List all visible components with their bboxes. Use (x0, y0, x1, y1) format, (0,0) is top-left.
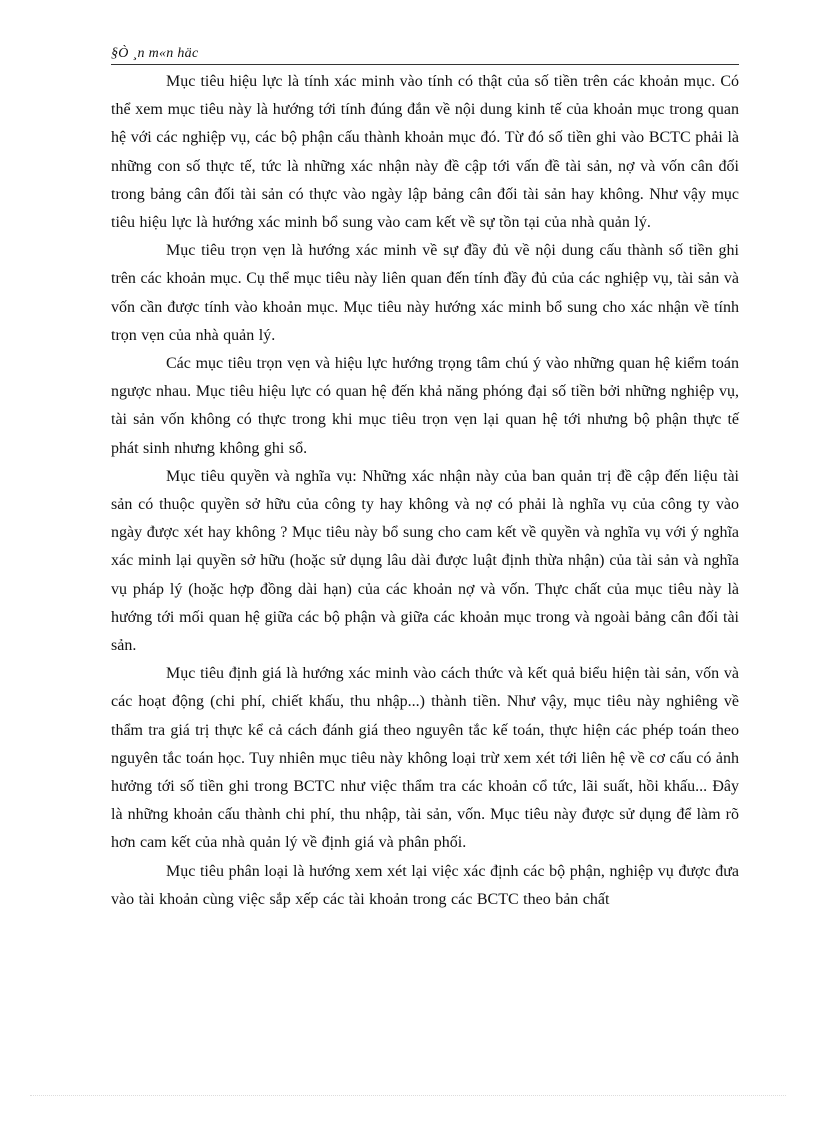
paragraph-completeness: Mục tiêu trọn vẹn là hướng xác minh về sự đầy đủ về nội dung cấu thành số tiền ghi trên các khoản mục. Cụ thể mục tiêu này liên quan đến tính đầy đủ của các nghiệp vụ, tài sản và vốn cần được tính vào khoản mục. Mục tiêu này hướng xác minh bổ sung cho xác nhận về tính trọn vẹn của nhà quản lý. (111, 242, 739, 344)
paragraph-valuation: Mục tiêu định giá là hướng xác minh vào cách thức và kết quả biểu hiện tài sản, vốn và các hoạt động (chi phí, chiết khấu, thu nhập...) thành tiền. Như vậy, mục tiêu này nghiêng về thẩm tra giá trị thực kể cả cách đánh giá theo nguyên tắc kế toán, thực hiện các phép toán theo nguyên tắc toán học. Tuy nhiên mục tiêu này không loại trừ xem xét tới liên hệ về cơ cấu có ảnh hưởng tới số tiền ghi trong BCTC như việc thẩm tra các khoản cổ tức, lãi suất, hồi khấu... Đây là những khoản cấu thành chi phí, thu nhập, tài sản, vốn. Mục tiêu này được sử dụng để làm rõ hơn cam kết của nhà quản lý về định giá và phân phối. (111, 665, 739, 852)
paragraph-comparison: Các mục tiêu trọn vẹn và hiệu lực hướng trọng tâm chú ý vào những quan hệ kiểm toán ngược nhau. Mục tiêu hiệu lực có quan hệ đến khả năng phóng đại số tiền bởi những nghiệp vụ, tài sản vốn không có thực trong khi mục tiêu trọn vẹn lại quan hệ tới nhưng bộ phận thực tế phát sinh nhưng không ghi sổ. (111, 355, 739, 457)
page-header (111, 44, 739, 65)
document-body (111, 68, 739, 914)
page-bottom-divider (30, 1095, 786, 1096)
paragraph-classification: Mục tiêu phân loại là hướng xem xét lại việc xác định các bộ phận, nghiệp vụ được đưa vào tài khoản cùng việc sắp xếp các tài khoản trong các BCTC theo bản chất (111, 862, 739, 908)
header-title: §Ò ¸n m«n häc (111, 46, 199, 61)
paragraph-validity: Mục tiêu hiệu lực là tính xác minh vào tính có thật của số tiền trên các khoản mục. Có thể xem mục tiêu này là hướng tới tính đúng đắn về nội dung kinh tế của khoản mục trong quan hệ với các nghiệp vụ, các bộ phận cấu thành khoản mục đó. Từ đó số tiền ghi vào BCTC phải là những con số thực tế, tức là những xác nhận này đề cập tới vấn đề tài sản, nợ và vốn cân đối trong bảng cân đối tài sản có thực vào ngày lập bảng cân đối tài sản hay không. Như vậy mục tiêu hiệu lực là hướng xác minh bổ sung vào cam kết về sự tồn tại của nhà quản lý. (111, 73, 739, 232)
paragraph-rights-obligations: Mục tiêu quyền và nghĩa vụ: Những xác nhận này của ban quản trị đề cập đến liệu tài sản có thuộc quyền sở hữu của công ty hay không và nợ có phải là nghĩa vụ của công ty vào ngày được xét hay không ? Mục tiêu này bổ sung cho cam kết về quyền và nghĩa vụ với ý nghĩa xác minh lại quyền sở hữu (hoặc sử dụng lâu dài được luật định thừa nhận) của tài sản và nghĩa vụ pháp lý (hoặc hợp đồng dài hạn) của các khoản nợ và vốn. Thực chất của mục tiêu này là hướng tới mối quan hệ giữa các bộ phận và giữa các khoản mục trong và ngoài bảng cân đối tài sản. (111, 467, 739, 655)
